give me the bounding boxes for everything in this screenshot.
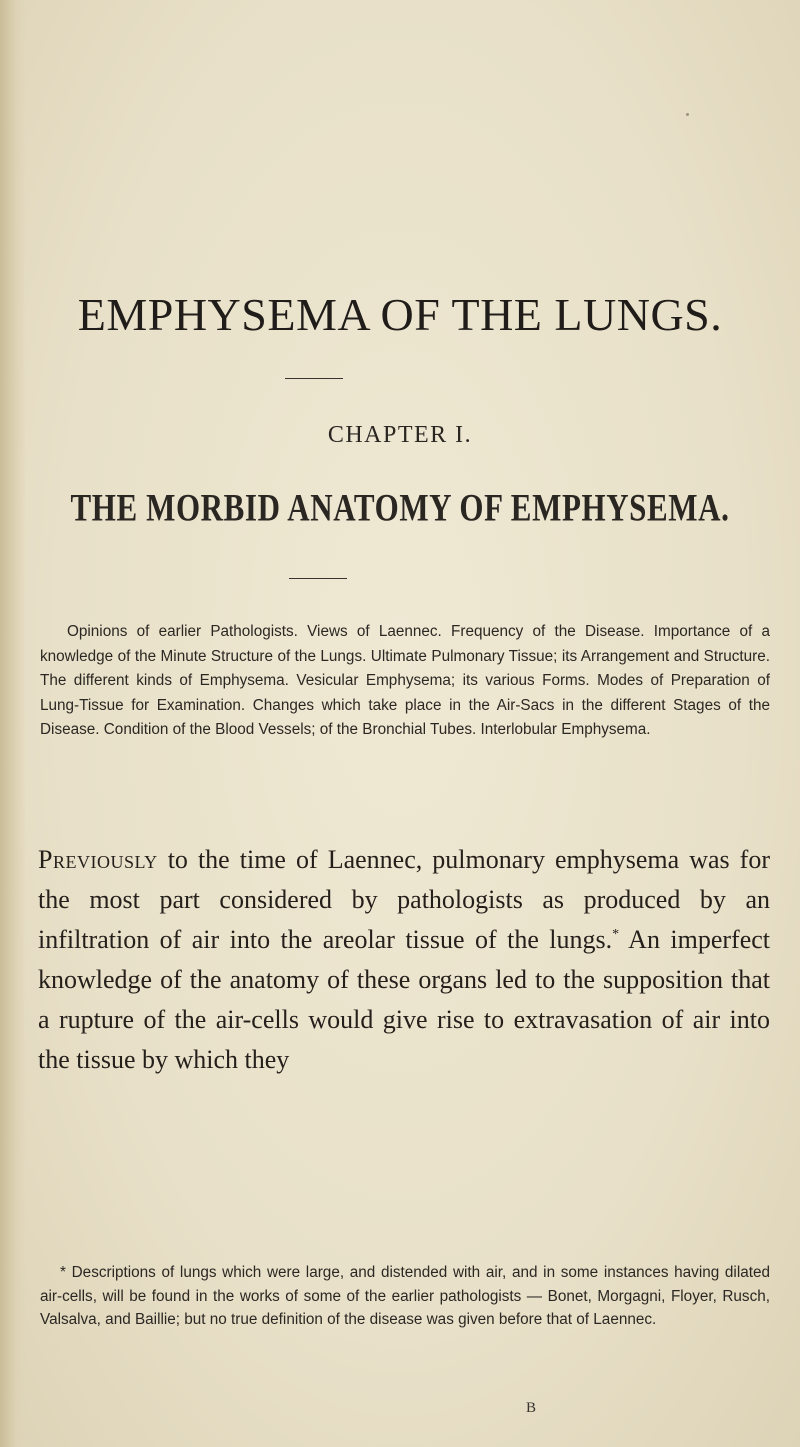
footnote-text: Descriptions of lungs which were large, and distended with air, and in some instances having dilated air-cells, will be found in the works of some of the earlier pathologists — Bonet, Morgagni, Floyer, Rusch, Valsalva, and Baillie; but no true definition of the disease was given before that of Laennec. xyxy=(40,1264,770,1328)
footnote xyxy=(40,1261,770,1332)
title-divider-rule xyxy=(285,378,343,379)
paper-speck xyxy=(686,113,689,116)
body-paragraph xyxy=(38,840,770,1080)
chapter-divider-rule xyxy=(289,578,347,579)
page-gutter-shadow xyxy=(0,0,26,1447)
signature-mark: B xyxy=(526,1400,537,1416)
footnote-marker: * xyxy=(60,1264,66,1281)
footnote-reference: * xyxy=(612,927,620,942)
chapter-title: THE MORBID ANATOMY OF EMPHYSEMA. xyxy=(70,485,730,530)
chapter-synopsis: Opinions of earlier Pathologists. Views of Laennec. Frequency of the Disease. Importance of a knowledge of the Minute Structure of the Lungs. Ultimate Pulmonary Tissue; its Arrangement and Structure. The different kinds of Emphysema. Vesicular Emphysema; its various Forms. Modes of Preparation of Lung-Tissue for Examination. Changes which take place in the Air-Sacs in the different Stages of the Disease. Condition of the Blood Vessels; of the Bronchial Tubes. Interlobular Emphysema. xyxy=(40,623,770,738)
body-text-part-2: An imperfect knowledge of the anatomy of these organs led to the supposition that a rupture of the air-cells would give rise to extravasation of air into the tissue by which they xyxy=(38,925,770,1074)
body-text-part-1: to the time of Laennec, pulmonary emphysema was for the most part considered by pathologists as produced by an infiltration of air into the areolar tissue of the lungs. xyxy=(38,845,770,954)
opening-word: Previously xyxy=(38,845,158,874)
book-title: EMPHYSEMA OF THE LUNGS. xyxy=(77,289,723,340)
chapter-label: CHAPTER I. xyxy=(327,422,473,448)
